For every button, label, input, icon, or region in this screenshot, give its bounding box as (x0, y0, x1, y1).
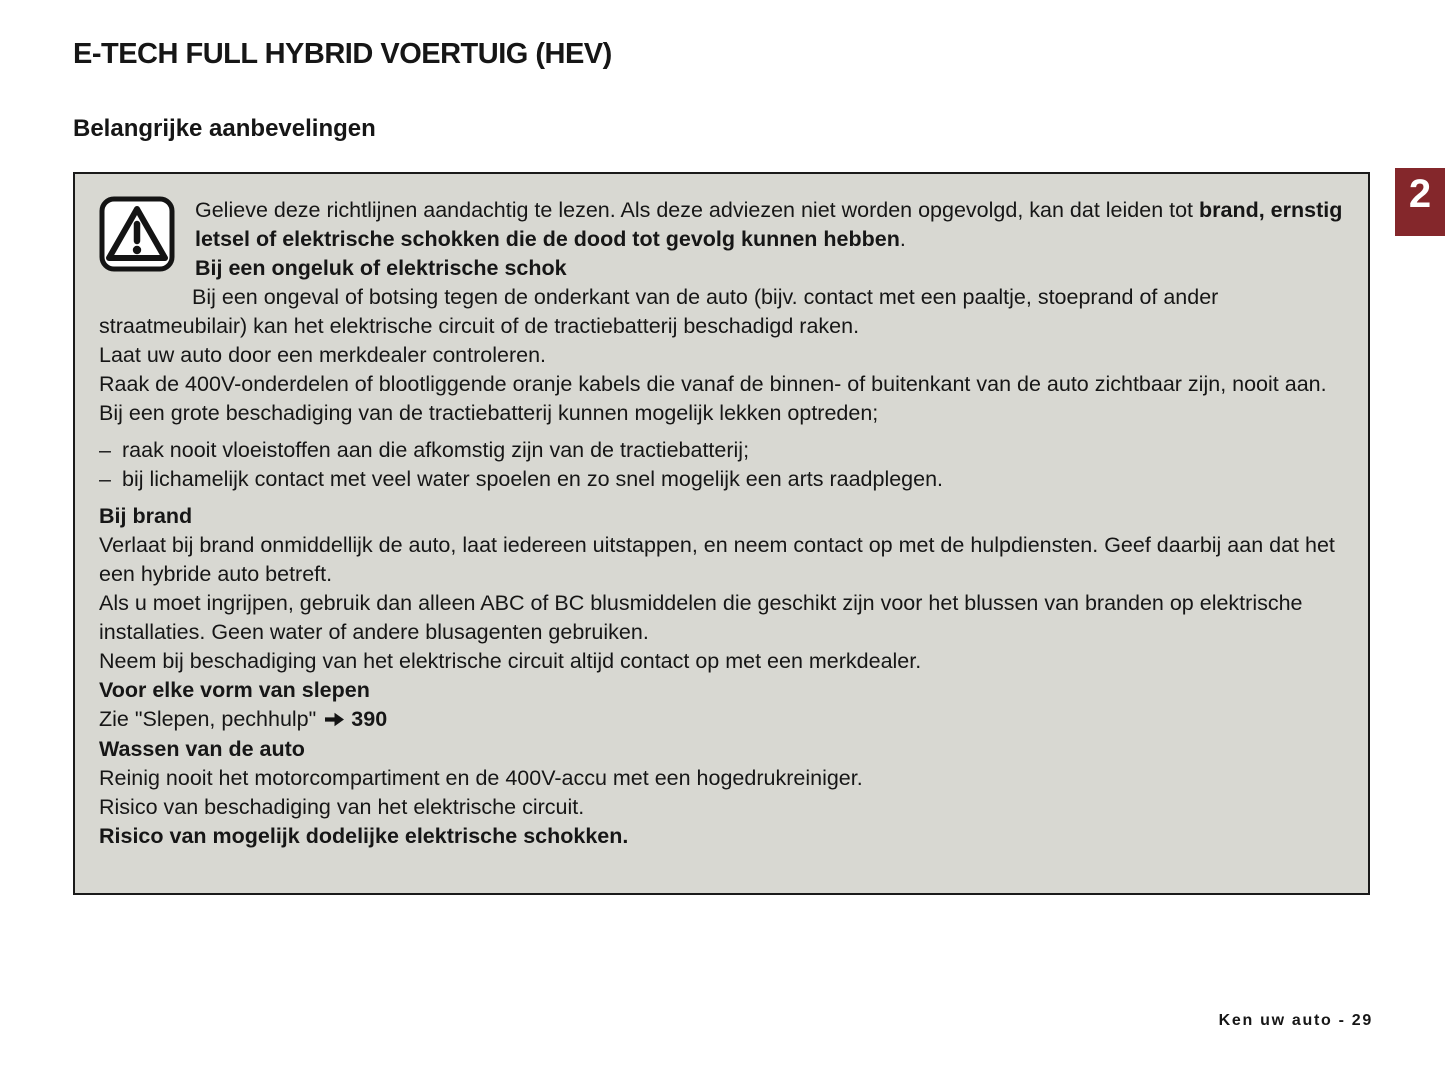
paragraph-accident-2: Laat uw auto door een merkdealer controleren. (99, 343, 546, 367)
reference-text: Zie "Slepen, pechhulp" (99, 707, 317, 731)
list-item-text: bij lichamelijk contact met veel water spoelen en zo snel mogelijk een arts raadplegen. (122, 467, 944, 491)
section-subtitle: Belangrijke aanbevelingen (73, 115, 376, 142)
paragraph-wash-2: Risico van beschadiging van het elektrische circuit. (99, 795, 585, 819)
paragraph-fire-1: Verlaat bij brand onmiddellijk de auto, laat iedereen uitstappen, en neem contact op met de hulpdiensten. Geef daarbij aan dat het een hybride auto betreft. (99, 533, 1335, 586)
arrow-right-icon (325, 706, 344, 735)
heading-fire: Bij brand (99, 504, 193, 528)
reference-page-number: 390 (351, 707, 388, 731)
intro-text-bold: brand, ernstig letsel of elektrische schokken die de dood tot gevolg kunnen hebben (195, 198, 1343, 251)
dash-bullet: – (99, 467, 111, 491)
paragraph-accident-1: Bij een ongeval of botsing tegen de onderkant van de auto (bijv. contact met een paaltje, stoeprand of ander straatmeubilair) kan het elektrische circuit of de tractiebatterij beschadigd raken. (99, 285, 1219, 338)
intro-text: Gelieve deze richtlijnen aandachtig te lezen. Als deze adviezen niet worden opgevolgd, kan dat leiden tot (195, 198, 1200, 222)
heading-towing: Voor elke vorm van slepen (99, 678, 370, 702)
precaution-list (99, 436, 1346, 494)
paragraph-fire-3: Neem bij beschadiging van het elektrische circuit altijd contact op met een merkdealer. (99, 649, 922, 673)
paragraph-fire-2: Als u moet ingrijpen, gebruik dan alleen ABC of BC blusmiddelen die geschikt zijn voor het blussen van branden op elektrische installaties. Geen water of andere blusagenten gebruiken. (99, 591, 1303, 644)
paragraph-accident-3: Raak de 400V-onderdelen of blootliggende oranje kabels die vanaf de binnen- of buitenkant van de auto zichtbaar zijn, nooit aan. (99, 372, 1327, 396)
paragraph-wash-3: Risico van mogelijk dodelijke elektrische schokken. (99, 824, 629, 848)
heading-accident: Bij een ongeluk of elektrische schok (195, 256, 567, 280)
list-item-text: raak nooit vloeistoffen aan die afkomstig zijn van de tractiebatterij; (122, 438, 750, 462)
list-item (99, 465, 1346, 494)
intro-paragraph (99, 196, 1346, 254)
chapter-tab: 2 (1395, 168, 1445, 236)
intro-text-tail: . (899, 227, 906, 251)
list-item (99, 436, 1346, 465)
page-title: E-TECH FULL HYBRID VOERTUIG (HEV) (73, 38, 612, 70)
warning-triangle-icon (99, 196, 175, 272)
page-footer: Ken uw auto - 29 (1218, 1012, 1373, 1029)
towing-cross-reference[interactable] (99, 705, 1346, 735)
dash-bullet: – (99, 438, 111, 462)
heading-washing: Wassen van de auto (99, 737, 305, 761)
paragraph-accident-4: Bij een grote beschadiging van de tractiebatterij kunnen mogelijk lekken optreden; (99, 401, 879, 425)
paragraph-wash-1: Reinig nooit het motorcompartiment en de 400V-accu met een hogedrukreiniger. (99, 766, 863, 790)
warning-box (73, 172, 1370, 895)
